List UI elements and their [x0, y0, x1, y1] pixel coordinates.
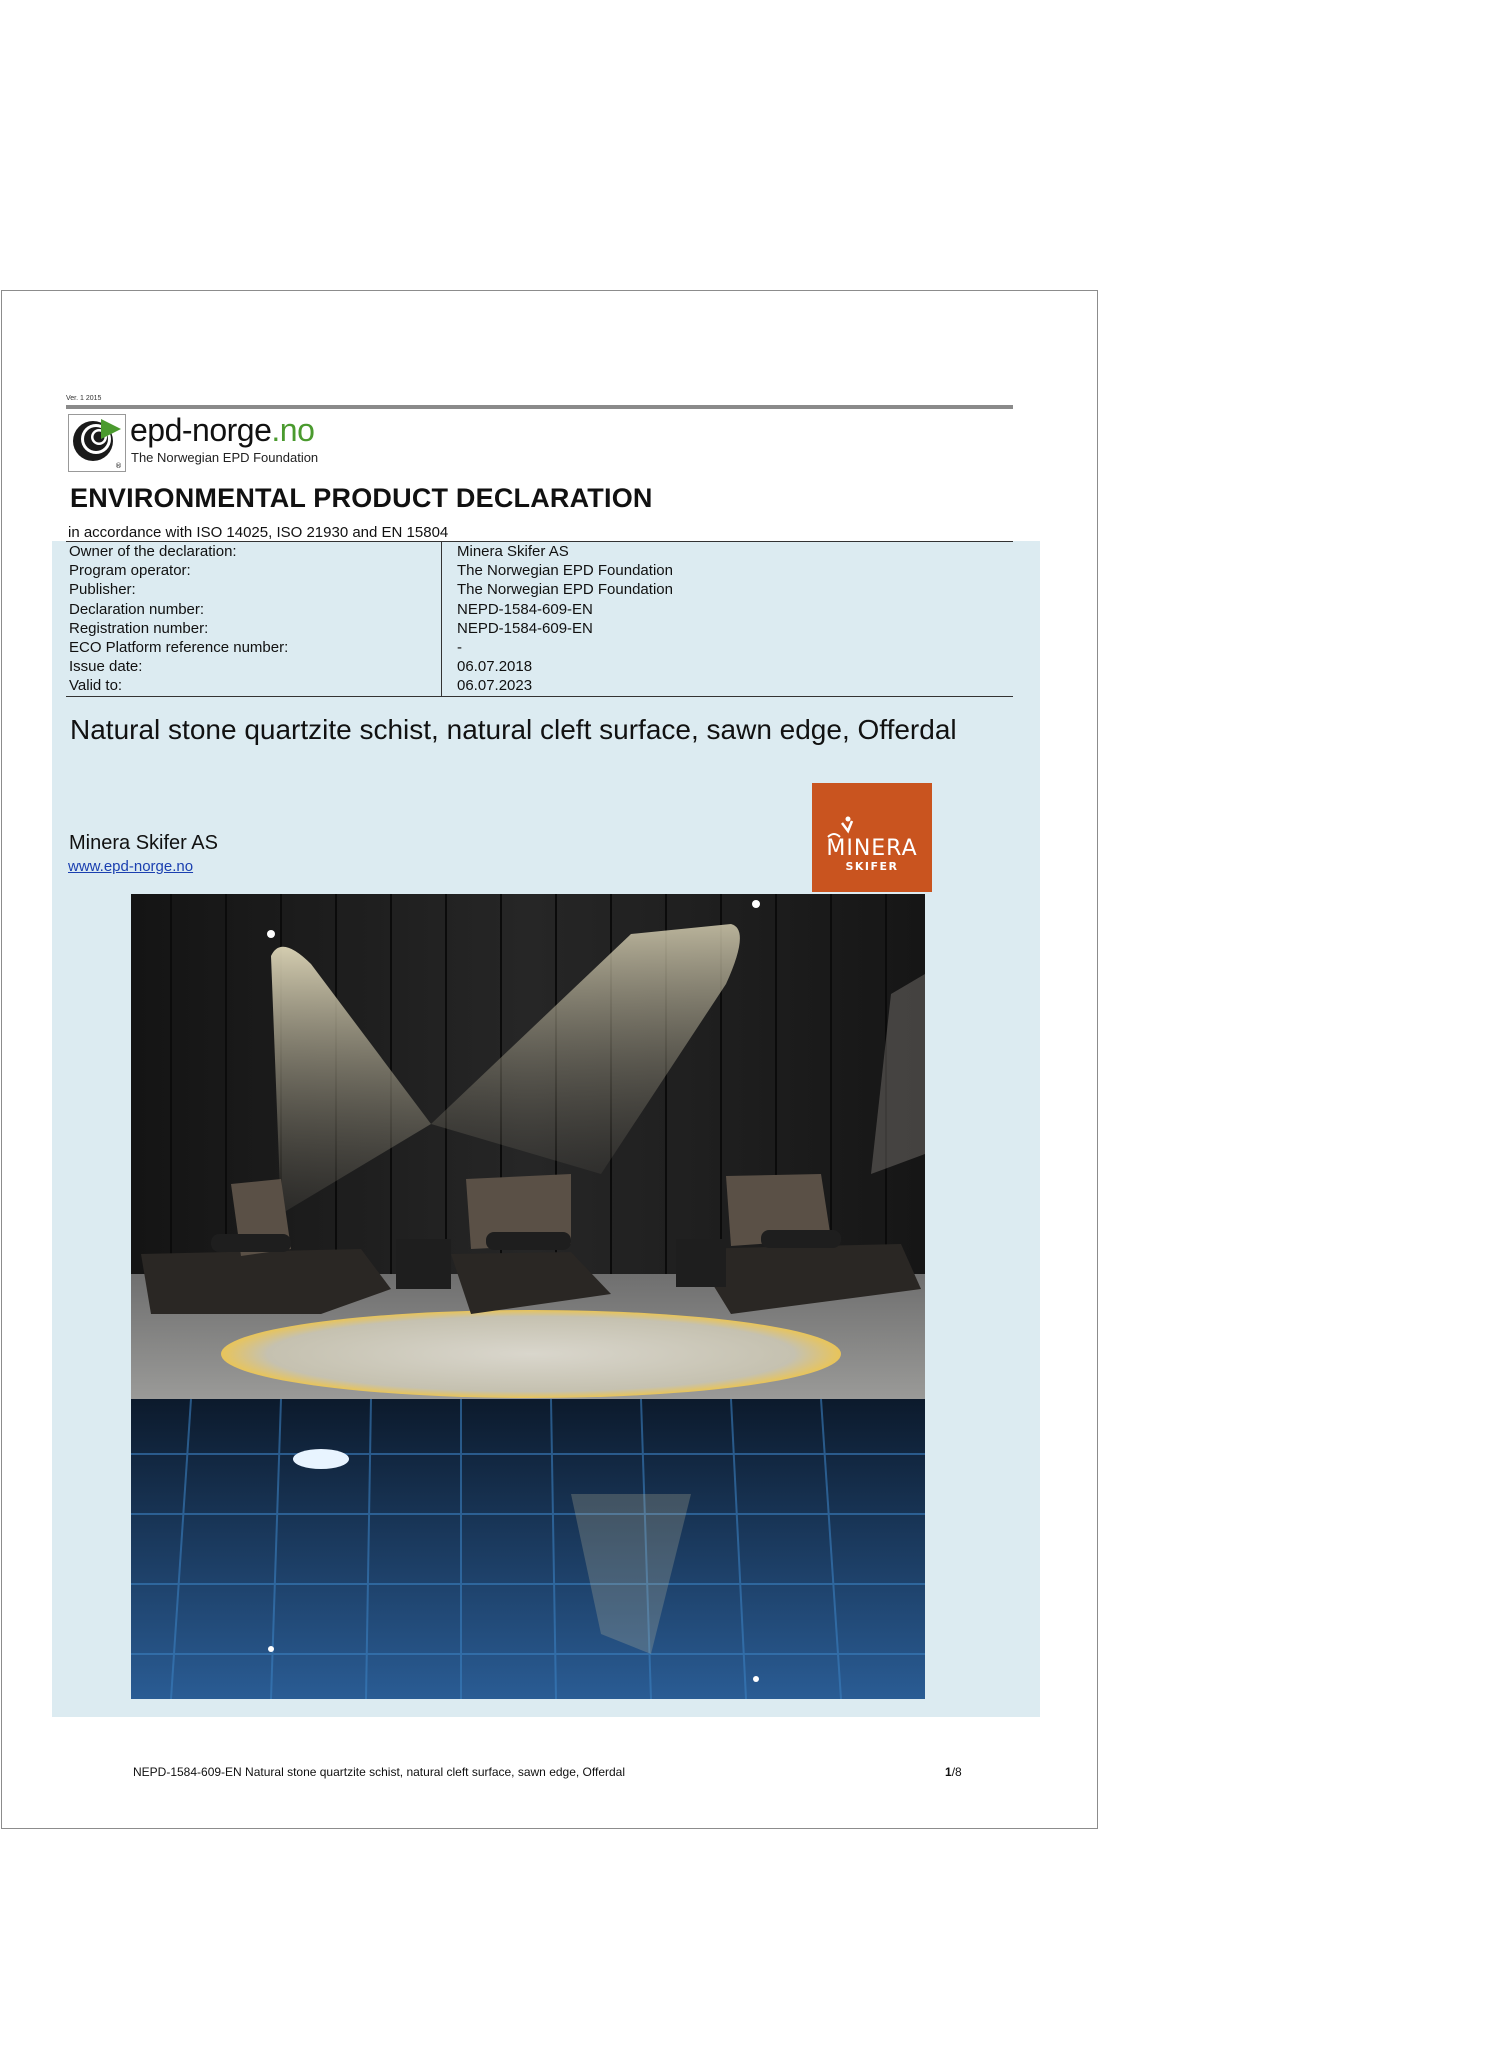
website-link[interactable]: www.epd-norge.no — [68, 858, 194, 875]
info-row — [66, 580, 1013, 599]
info-row — [66, 657, 1013, 676]
info-label: Owner of the declaration: — [66, 542, 442, 561]
minera-logo-line2: SKIFER — [845, 860, 899, 873]
info-label: Declaration number: — [66, 600, 442, 619]
page-number — [945, 1765, 962, 1779]
info-value: - — [457, 638, 462, 656]
info-row — [66, 542, 1013, 561]
accordance-text: in accordance with ISO 14025, ISO 21930 and EN 15804 — [68, 524, 449, 541]
logo-subtitle: The Norwegian EPD Foundation — [131, 450, 319, 465]
spa-pool-photo — [131, 894, 925, 1699]
info-row — [66, 619, 1013, 638]
info-value: The Norwegian EPD Foundation — [457, 581, 673, 599]
epd-norge-logo-icon — [68, 414, 126, 472]
epd-norge-wordmark — [130, 412, 314, 449]
info-label: Issue date: — [66, 657, 442, 676]
logo-name-suffix: .no — [271, 412, 315, 448]
info-label: Publisher: — [66, 580, 442, 599]
document-title: ENVIRONMENTAL PRODUCT DECLARATION — [70, 483, 653, 513]
logo-name-main: epd-norge — [130, 412, 272, 448]
info-label: ECO Platform reference number: — [66, 638, 442, 657]
info-row — [66, 561, 1013, 580]
footer-text: NEPD-1584-609-EN Natural stone quartzite schist, natural cleft surface, sawn edge, Offerdal — [133, 1765, 626, 1779]
header-rule — [66, 405, 1013, 409]
product-title: Natural stone quartzite schist, natural cleft surface, sawn edge, Offerdal — [70, 714, 957, 745]
info-label: Program operator: — [66, 561, 442, 580]
info-row — [66, 638, 1013, 657]
info-label: Registration number: — [66, 619, 442, 638]
info-label: Valid to: — [66, 676, 442, 695]
info-value: 06.07.2018 — [457, 658, 533, 676]
info-value: The Norwegian EPD Foundation — [457, 562, 673, 580]
info-value: Minera Skifer AS — [457, 543, 569, 560]
info-row — [66, 676, 1013, 695]
svg-text:®: ® — [115, 462, 122, 470]
page-current: 1 — [945, 1765, 952, 1779]
minera-skifer-logo — [812, 783, 932, 892]
info-row — [66, 600, 1013, 619]
version-label: Ver. 1 2015 — [66, 395, 102, 402]
declaration-info-table — [66, 541, 1013, 697]
info-value: NEPD-1584-609-EN — [457, 600, 593, 618]
info-value: 06.07.2023 — [457, 677, 533, 695]
page-total: /8 — [951, 1765, 962, 1779]
info-value: NEPD-1584-609-EN — [457, 619, 593, 637]
company-name: Minera Skifer AS — [69, 832, 218, 854]
minera-logo-line1: MINERA — [826, 836, 918, 861]
